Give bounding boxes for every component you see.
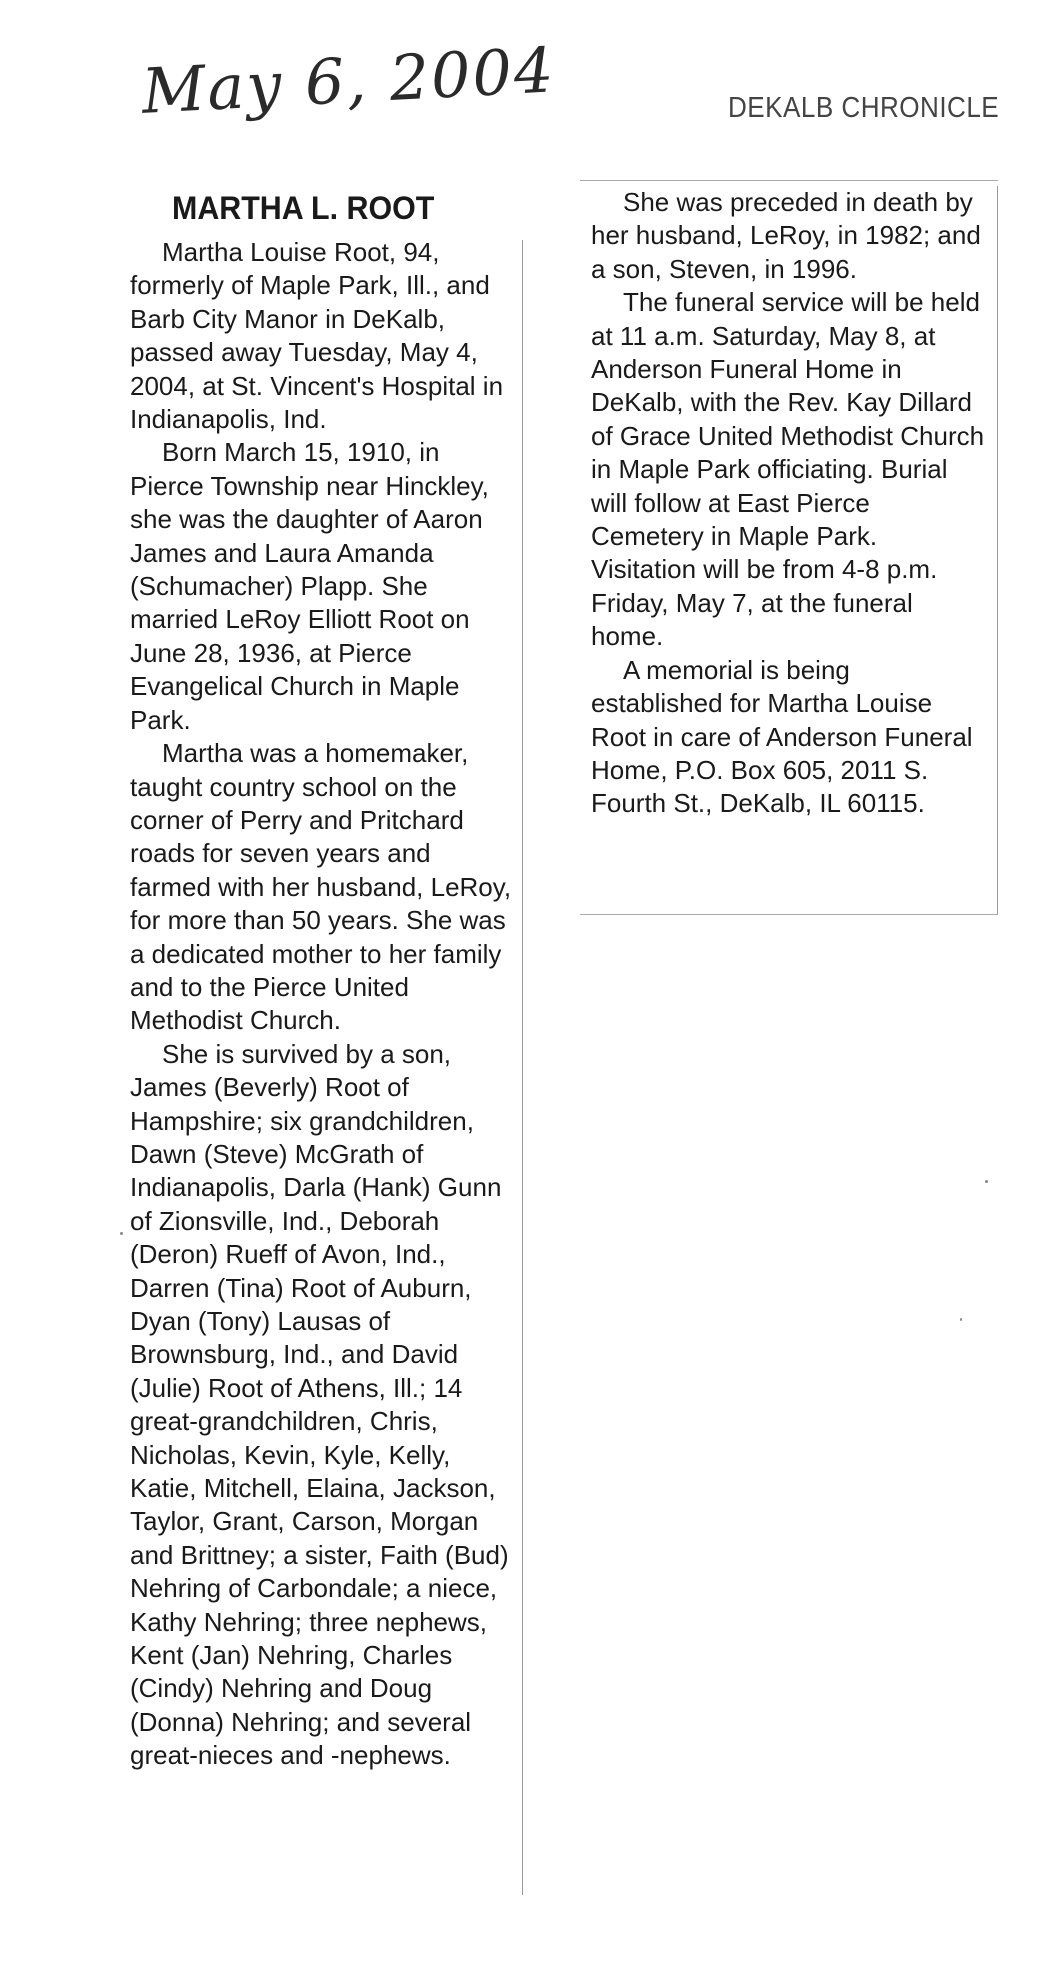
obituary-column-1 <box>130 236 515 1773</box>
clipping-edge-right <box>997 186 998 914</box>
scan-speck <box>985 1180 988 1183</box>
paragraph-birth: Born March 15, 1910, in Pierce Township near Hinckley, she was the daughter of Aaron James and Laura Amanda (Schumacher) Plapp. She married LeRoy Elliott Root on June 28, 1936, at Pierce Evangelical Church in Maple Park. <box>130 437 489 735</box>
paragraph-intro: Martha Louise Root, 94, formerly of Maple Park, Ill., and Barb City Manor in DeKalb, passed away Tuesday, May 4, 2004, at St. Vincent's Hospital in Indianapolis, Ind. <box>130 237 504 435</box>
clipping-edge-bottom <box>580 914 998 915</box>
paragraph-preceded: She was preceded in death by her husband, LeRoy, in 1982; and a son, Steven, in 1996. <box>591 187 981 284</box>
paragraph-memorial: A memorial is being established for Martha Louise Root in care of Anderson Funeral Home, P.O. Box 605, 2011 S. Fourth St., DeKalb, IL 60115. <box>591 654 973 819</box>
clipping-edge-top <box>580 180 998 181</box>
scan-speck <box>120 1232 123 1235</box>
obituary-column-2 <box>591 186 986 821</box>
newspaper-masthead: DEKALB CHRONICLE <box>728 92 1000 124</box>
scan-speck <box>960 1318 962 1321</box>
handwritten-date: May 6, 2004 <box>140 33 558 128</box>
paragraph-funeral: The funeral service will be held at 11 a.m. Saturday, May 8, at Anderson Funeral Home in DeKalb, with the Rev. Kay Dillard of Grace United Methodist Church in Maple Park officiating. Burial will follow at East Pierce Cemetery in Maple Park. Visitation will be from 4-8 p.m. Friday, May 7, at the funeral home. <box>591 287 985 652</box>
paragraph-life: Martha was a homemaker, taught country school on the corner of Perry and Pritchard roads for seven years and farmed with her husband, LeRoy, for more than 50 years. She was a dedicated mother to her family and to the Pierce United Methodist Church. <box>130 738 512 1036</box>
paragraph-survivors: She is survived by a son, James (Beverly) Root of Hampshire; six grandchildren, Dawn (Steve) McGrath of Indianapolis, Darla (Hank) Gunn of Zionsville, Ind., Deborah (Deron) Rueff of Avon, Ind., Darren (Tina) Root of Auburn, Dyan (Tony) Lausas of Brownsburg, Ind., and David (Julie) Root of Athens, Ill.; 14 great-grandchildren, Chris, Nicholas, Kevin, Kyle, Kelly, Katie, Mitchell, Elaina, Jackson, Taylor, Grant, Carson, Morgan and Brittney; a sister, Faith (Bud) Nehring of Carbondale; a niece, Kathy Nehring; three nephews, Kent (Jan) Nehring, Charles (Cindy) Nehring and Doug (Donna) Nehring; and several great-nieces and -nephews. <box>130 1038 509 1771</box>
column-divider <box>522 240 523 1895</box>
obituary-headline: MARTHA L. ROOT <box>172 190 435 226</box>
